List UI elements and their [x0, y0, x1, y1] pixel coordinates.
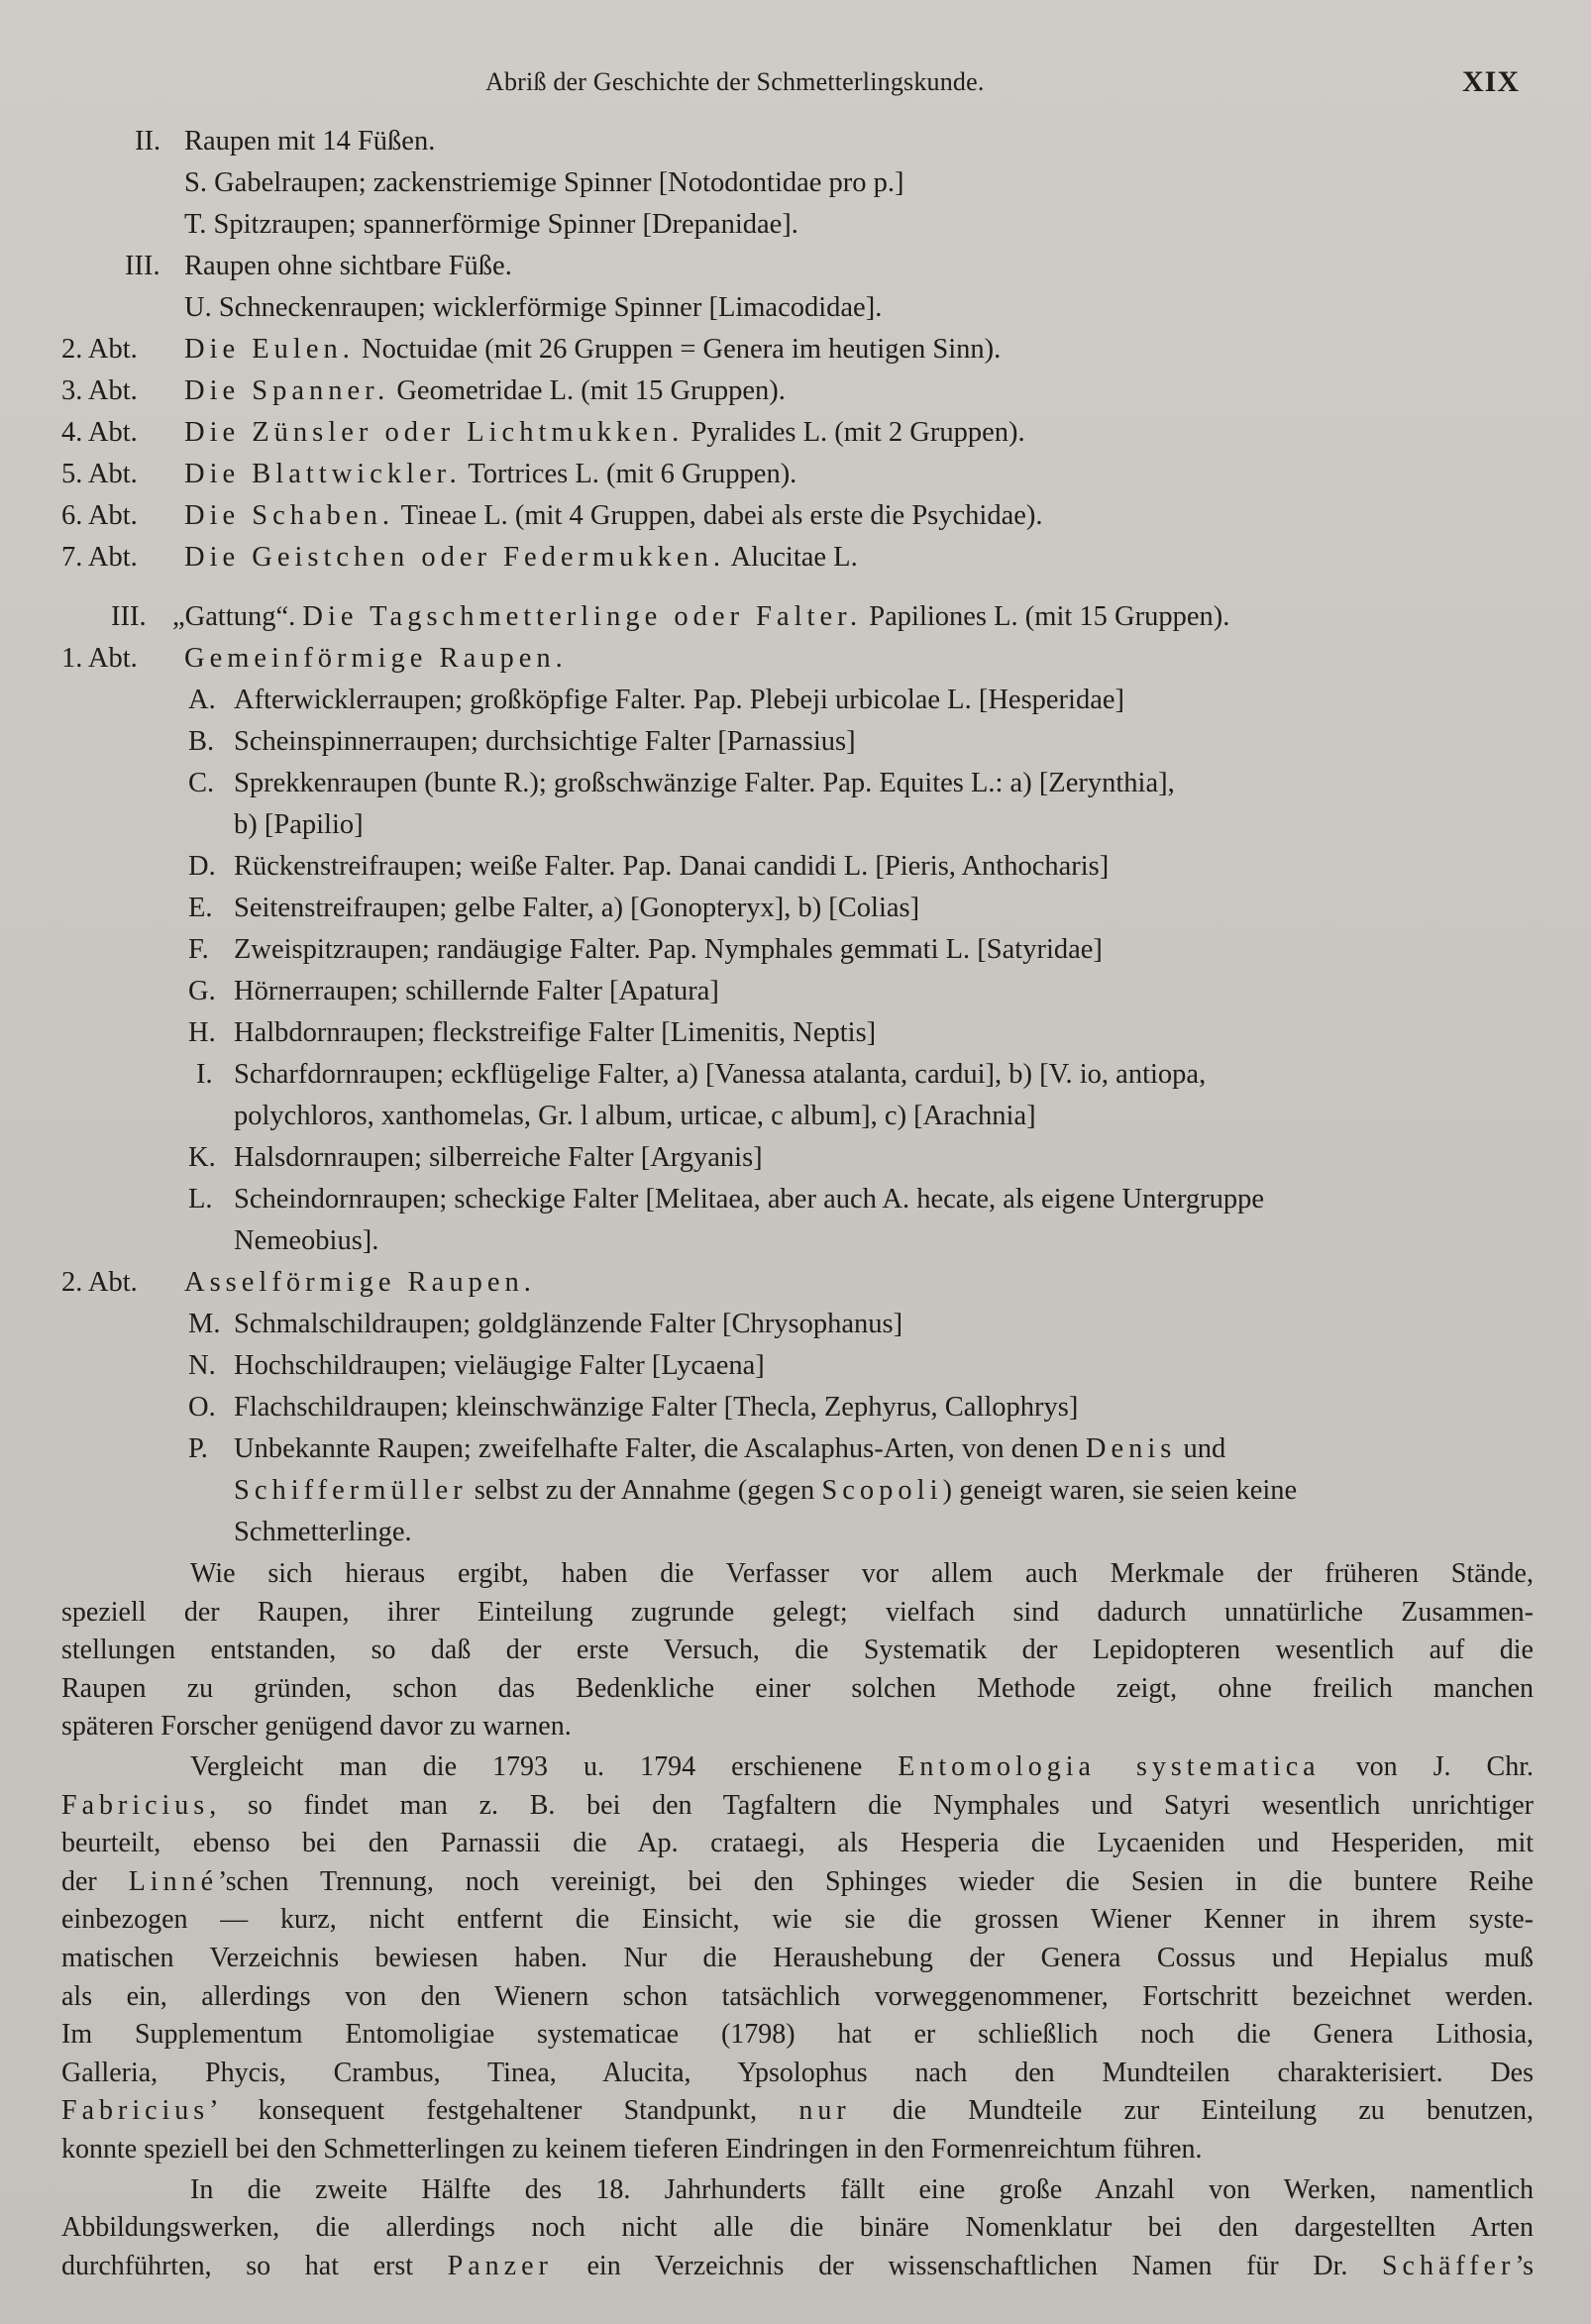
- running-title: Abriß der Geschichte der Schmetterlingskunde.: [485, 67, 985, 96]
- row-text: [184, 204, 798, 246]
- text-run: Unbekannte Raupen; zweifelhafte Falter, die Ascalaphus-Arten, von denen: [234, 1433, 1086, 1464]
- row-label: E.: [188, 893, 213, 923]
- row-text: [234, 1428, 1225, 1470]
- paragraph-line: [61, 1748, 1534, 1787]
- outline-row: [61, 246, 1534, 287]
- row-label: 5. Abt.: [61, 459, 138, 489]
- paragraph-line: [61, 1901, 1534, 1940]
- text-run: ’s: [1515, 2250, 1534, 2281]
- text-run: , so findet man z. B. bei den Tagfaltern die Nymphales und Satyri wesentlich unrichtiger: [209, 1789, 1534, 1821]
- row-text: [184, 412, 1025, 454]
- text-run: matischen Verzeichnis bewiesen haben. Nur die Heraushebung der Genera Cossus und Hepialus muß: [61, 1942, 1534, 1973]
- row-label: C.: [188, 768, 215, 798]
- paragraph-line: [61, 1594, 1534, 1633]
- paragraph-line: [61, 2092, 1534, 2131]
- row-label: N.: [188, 1350, 216, 1381]
- row-label: 6. Abt.: [61, 500, 138, 531]
- row-label: A.: [188, 685, 216, 715]
- spaced-text: Entomologia systematica: [898, 1750, 1321, 1782]
- spaced-text: Fabricius: [61, 2095, 210, 2127]
- row-label: K.: [188, 1142, 216, 1173]
- text-run: Nemeobius].: [234, 1225, 379, 1256]
- row-text: [184, 329, 1001, 370]
- text-run: In die zweite Hälfte des 18. Jahrhunderts fällt eine große Anzahl von Werken, namentlich: [190, 2173, 1534, 2205]
- row-text: [234, 1220, 378, 1262]
- text-run: als ein, allerdings von den Wienern schon tatsächlich vorweggenommener, Fortschritt bezeichnet werden.: [61, 1980, 1534, 2012]
- text-run: Rückenstreifraupen; weiße Falter. Pap. Danai candidi L. [Pieris, Anthocharis]: [234, 851, 1110, 882]
- text-run: T. Spitzraupen; spannerförmige Spinner [Drepanidae].: [184, 209, 798, 240]
- row-label: 7. Abt.: [61, 542, 138, 573]
- text-run: „Gattung“.: [172, 601, 303, 632]
- row-label: P.: [188, 1433, 208, 1464]
- row-label: O.: [188, 1392, 216, 1423]
- text-run: Halsdornraupen; silberreiche Falter [Argyanis]: [234, 1142, 763, 1173]
- outline-row: [61, 162, 1534, 204]
- paragraph-line: [61, 1978, 1534, 2017]
- spaced-text: Die Eulen.: [184, 334, 355, 365]
- text-run: ’ konsequent festgehaltener Standpunkt,: [209, 2095, 799, 2127]
- text-run: beurteilt, ebenso bei den Parnassii die Ap. crataegi, als Hesperia die Lycaeniden und Hesperiden, mit: [61, 1828, 1534, 1859]
- row-text: [234, 804, 364, 846]
- text-run: Scheinspinnerraupen; durchsichtige Falter [Parnassius]: [234, 726, 856, 757]
- spaced-text: Die Geistchen oder Federmukken.: [184, 542, 725, 573]
- text-run: Sprekkenraupen (bunte R.); großschwänzige Falter. Pap. Equites L.: a) [Zerynthia],: [234, 768, 1175, 798]
- text-run: b) [Papilio]: [234, 809, 364, 840]
- spaced-text: Die Blattwickler.: [184, 459, 462, 489]
- row-text: [234, 971, 719, 1012]
- row-text: [234, 1512, 412, 1553]
- paragraph-line: [61, 2171, 1534, 2210]
- spaced-text: Linné: [128, 1865, 218, 1897]
- outline-row: [61, 121, 1534, 162]
- row-text: [184, 370, 786, 412]
- text-run: Alucitae L.: [724, 542, 858, 573]
- row-label: III.: [111, 601, 147, 632]
- row-text: [234, 721, 856, 763]
- paragraph-line: [61, 1708, 1534, 1746]
- row-label: H.: [188, 1017, 216, 1048]
- outline-row: [61, 763, 1534, 804]
- spaced-text: Schiffermüller: [234, 1475, 468, 1506]
- text-run: der: [61, 1865, 129, 1897]
- text-run: Tineae L. (mit 4 Gruppen, dabei als erste die Psychidae).: [393, 500, 1043, 531]
- outline-row: [61, 1262, 1534, 1304]
- body-paragraph: [61, 2171, 1534, 2286]
- paragraph-line: [61, 2055, 1534, 2093]
- text-run: S. Gabelraupen; zackenstriemige Spinner [Notodontidae pro p.]: [184, 167, 904, 198]
- paragraph-line: [61, 1940, 1534, 1978]
- outline-row: [61, 1220, 1534, 1262]
- outline-row: [61, 1012, 1534, 1054]
- row-text: [184, 287, 882, 329]
- paragraph-line: [61, 1555, 1534, 1594]
- page-content: [61, 121, 1534, 2285]
- spaced-text: Fabricius: [61, 1789, 210, 1821]
- outline-row: [61, 204, 1534, 246]
- spaced-text: nur: [798, 2095, 851, 2127]
- row-text: [234, 888, 919, 929]
- row-label: I.: [196, 1059, 213, 1090]
- row-text: [184, 162, 904, 204]
- text-run: selbst zu der Annahme (gegen: [467, 1475, 822, 1506]
- text-run: Afterwicklerraupen; großköpfige Falter. Pap. Plebeji urbicolae L. [Hesperidae]: [234, 685, 1125, 715]
- row-text: [184, 1262, 536, 1304]
- row-text: [234, 1137, 763, 1179]
- text-run: durchführten, so hat erst: [61, 2250, 448, 2281]
- text-run: ein Verzeichnis der wissenschaftlichen Namen für Dr.: [552, 2250, 1382, 2281]
- outline-row: [61, 638, 1534, 680]
- paragraph-line: [61, 1825, 1534, 1863]
- row-text: [234, 929, 1103, 971]
- text-run: von J. Chr.: [1320, 1750, 1534, 1782]
- outline-row: [61, 412, 1534, 454]
- row-text: [184, 454, 796, 495]
- body-paragraph: [61, 1555, 1534, 1746]
- spaced-text: Denis: [1085, 1433, 1177, 1464]
- page-number: XIX: [1462, 65, 1521, 98]
- text-run: Raupen ohne sichtbare Füße.: [184, 251, 512, 281]
- row-label: 4. Abt.: [61, 417, 138, 448]
- text-run: einbezogen — kurz, nicht entfernt die Einsicht, wie sie die grossen Wiener Kenner in ihrem syste-: [61, 1904, 1534, 1936]
- row-text: [234, 1387, 1078, 1428]
- text-run: Schmalschildraupen; goldglänzende Falter [Chrysophanus]: [234, 1309, 903, 1339]
- text-run: Galleria, Phycis, Crambus, Tinea, Alucita, Ypsolophus nach den Mundteilen charakterisiert. Des: [61, 2057, 1534, 2088]
- row-label: G.: [188, 976, 216, 1006]
- outline-row: [61, 596, 1534, 638]
- text-run: Vergleicht man die 1793 u. 1794 erschienene: [190, 1750, 899, 1782]
- text-run: ) geneigt waren, sie seien keine: [942, 1475, 1298, 1506]
- row-label: B.: [188, 726, 215, 757]
- text-run: Seitenstreifraupen; gelbe Falter, a) [Gonopteryx], b) [Colias]: [234, 893, 920, 923]
- text-run: und: [1176, 1433, 1226, 1464]
- outline-row: [61, 888, 1534, 929]
- row-label: D.: [188, 851, 216, 882]
- outline-row: [61, 287, 1534, 329]
- outline-row: [61, 537, 1534, 579]
- text-run: stellungen entstanden, so daß der erste Versuch, die Systematik der Lepidopteren wesentlich auf die: [61, 1635, 1534, 1666]
- paragraph-line: [61, 2131, 1534, 2169]
- row-text: [184, 246, 512, 287]
- row-label: II.: [135, 126, 161, 157]
- spaced-text: Die Tagschmetterlinge oder Falter.: [302, 601, 863, 632]
- paragraph-line: [61, 1863, 1534, 1902]
- row-label: 2. Abt.: [61, 1267, 138, 1298]
- row-label: L.: [188, 1184, 213, 1215]
- paragraph-line: [61, 1632, 1534, 1670]
- text-run: ’schen Trennung, noch vereinigt, bei den Sphinges wieder die Sesien in die buntere Reihe: [218, 1865, 1534, 1897]
- spaced-text: Scopoli: [821, 1475, 943, 1506]
- outline-row: [61, 370, 1534, 412]
- outline-row: [61, 929, 1534, 971]
- outline-row: [61, 1096, 1534, 1137]
- row-label: M.: [188, 1309, 221, 1339]
- text-run: Zweispitzraupen; randäugige Falter. Pap. Nymphales gemmati L. [Satyridae]: [234, 934, 1103, 965]
- text-run: speziell der Raupen, ihrer Einteilung zugrunde gelegt; vielfach sind dadurch unnatürliche Zusammen-: [61, 1596, 1534, 1628]
- paragraph-line: [61, 1670, 1534, 1709]
- paragraph-line: [61, 2016, 1534, 2055]
- body-paragraph: [61, 1748, 1534, 2169]
- row-text: [234, 680, 1124, 721]
- page-header: [0, 61, 1591, 101]
- paragraph-line: [61, 2248, 1534, 2286]
- text-run: Abbildungswerken, die allerdings noch nicht alle die binäre Nomenklatur bei den dargestellten Arten: [61, 2212, 1534, 2244]
- row-text: [234, 1096, 1036, 1137]
- outline-row: [61, 1512, 1534, 1553]
- row-text: [184, 638, 568, 680]
- text-run: Schmetterlinge.: [234, 1517, 412, 1547]
- spaced-text: Panzer: [447, 2250, 553, 2281]
- outline-row: [61, 971, 1534, 1012]
- spaced-text: Gemeinförmige Raupen.: [184, 643, 568, 674]
- text-run: Scheindornraupen; scheckige Falter [Melitaea, aber auch A. hecate, als eigene Untergruppe: [234, 1184, 1265, 1215]
- outline-row: [61, 1387, 1534, 1428]
- text-run: Pyralides L. (mit 2 Gruppen).: [684, 417, 1025, 448]
- text-run: Flachschildraupen; kleinschwänzige Falter [Thecla, Zephyrus, Callophrys]: [234, 1392, 1079, 1423]
- outline-row: [61, 1428, 1534, 1470]
- paragraph-line: [61, 2209, 1534, 2248]
- outline-row: [61, 495, 1534, 537]
- text-run: konnte speziell bei den Schmetterlingen zu keinem tieferen Eindringen in den Formenreichtum führen.: [61, 2133, 1203, 2165]
- outline-row: [61, 1470, 1534, 1512]
- row-label: 3. Abt.: [61, 375, 138, 406]
- paragraph-line: [61, 1787, 1534, 1826]
- spaced-text: Die Schaben.: [184, 500, 394, 531]
- row-label: III.: [125, 251, 160, 281]
- text-run: späteren Forscher genügend davor zu warnen.: [61, 1711, 572, 1743]
- row-text: [234, 1012, 876, 1054]
- text-run: Geometridae L. (mit 15 Gruppen).: [389, 375, 786, 406]
- outline-row: [61, 1345, 1534, 1387]
- row-text: [234, 1470, 1297, 1512]
- text-run: U. Schneckenraupen; wicklerförmige Spinner [Limacodidae].: [184, 292, 883, 323]
- outline-row: [61, 1179, 1534, 1220]
- text-run: Hörnerraupen; schillernde Falter [Apatura]: [234, 976, 719, 1006]
- spaced-text: Schäffer: [1381, 2250, 1516, 2281]
- text-run: Noctuidae (mit 26 Gruppen = Genera im heutigen Sinn).: [354, 334, 1002, 365]
- spaced-text: Asselförmige Raupen.: [184, 1267, 536, 1298]
- text-run: Raupen mit 14 Füßen.: [184, 126, 436, 157]
- row-text: [184, 121, 435, 162]
- text-run: Im Supplementum Entomoligiae systematicae (1798) hat er schließlich noch die Genera Lithosia,: [61, 2019, 1534, 2051]
- spaced-text: Die Spanner.: [184, 375, 390, 406]
- row-text: [184, 495, 1043, 537]
- spaced-text: Die Zünsler oder Lichtmukken.: [184, 417, 685, 448]
- text-run: Wie sich hieraus ergibt, haben die Verfasser vor allem auch Merkmale der früheren Stände,: [190, 1558, 1534, 1589]
- text-run: Hochschildraupen; vieläugige Falter [Lycaena]: [234, 1350, 765, 1381]
- row-text: [172, 596, 1229, 638]
- outline-row: [61, 721, 1534, 763]
- outline-row: [61, 329, 1534, 370]
- outline-row: [61, 1304, 1534, 1345]
- text-run: Scharfdornraupen; eckflügelige Falter, a) [Vanessa atalanta, cardui], b) [V. io, antiopa,: [234, 1059, 1207, 1090]
- outline-row: [61, 1054, 1534, 1096]
- row-text: [234, 1345, 765, 1387]
- text-run: die Mundteile zur Einteilung zu benutzen,: [850, 2095, 1535, 2127]
- text-run: Papiliones L. (mit 15 Gruppen).: [862, 601, 1230, 632]
- row-text: [234, 1304, 902, 1345]
- row-text: [234, 1054, 1206, 1096]
- outline-row: [61, 680, 1534, 721]
- outline-row: [61, 454, 1534, 495]
- text-run: polychloros, xanthomelas, Gr. l album, urticae, c album], c) [Arachnia]: [234, 1101, 1036, 1131]
- outline-row: [61, 846, 1534, 888]
- outline-row: [61, 804, 1534, 846]
- row-text: [184, 537, 858, 579]
- row-label: 1. Abt.: [61, 643, 138, 674]
- section-gap: [61, 579, 1534, 596]
- row-text: [234, 846, 1109, 888]
- text-run: Tortrices L. (mit 6 Gruppen).: [461, 459, 797, 489]
- row-label: F.: [188, 934, 209, 965]
- text-run: Halbdornraupen; fleckstreifige Falter [Limenitis, Neptis]: [234, 1017, 877, 1048]
- row-text: [234, 763, 1175, 804]
- text-run: Raupen zu gründen, schon das Bedenkliche einer solchen Methode zeigt, ohne freilich manchen: [61, 1672, 1534, 1704]
- row-text: [234, 1179, 1264, 1220]
- row-label: 2. Abt.: [61, 334, 138, 365]
- outline-row: [61, 1137, 1534, 1179]
